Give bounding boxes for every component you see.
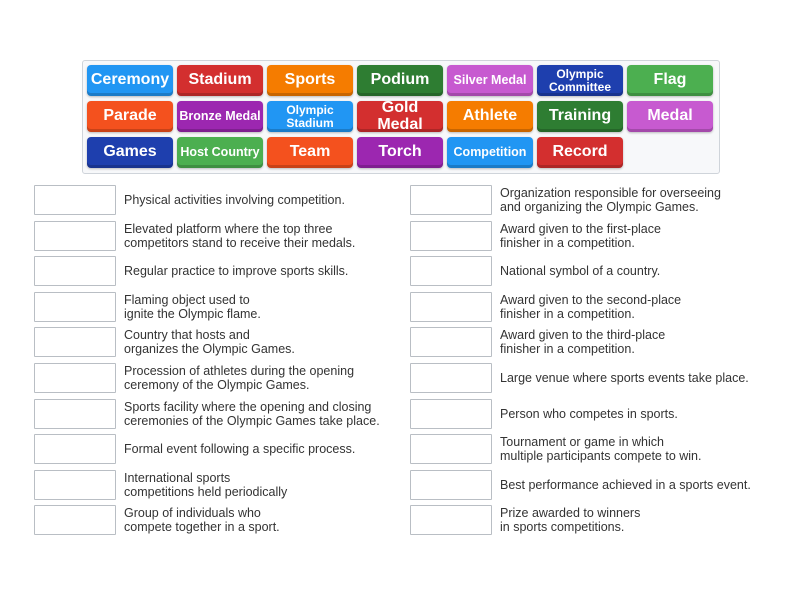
clue-text: Sports facility where the opening and closing ceremonies of the Olympic Games take place. [124, 399, 380, 428]
answer-slot[interactable] [410, 256, 492, 286]
clue-text: Physical activities involving competition. [124, 193, 345, 207]
clue-text: Country that hosts and organizes the Olympic Games. [124, 328, 295, 357]
word-tile[interactable]: Olympic Stadium [267, 101, 353, 132]
answer-slot[interactable] [34, 505, 116, 535]
word-bank [82, 60, 720, 174]
clue-text: Best performance achieved in a sports event. [500, 477, 751, 492]
clue-text: Organization responsible for overseeing and organizing the Olympic Games. [500, 186, 721, 214]
clue-text: Award given to the third-place finisher in a competition. [500, 328, 666, 357]
clue-text: Award given to the second-place finisher in a competition. [500, 292, 682, 321]
answer-slot[interactable] [34, 399, 116, 429]
word-tile[interactable]: Competition [447, 137, 533, 168]
word-tile[interactable]: Torch [357, 137, 443, 168]
clue-text: Regular practice to improve sports skills. [124, 264, 349, 279]
word-tile[interactable]: Stadium [177, 65, 263, 96]
word-tile[interactable]: Ceremony [87, 65, 173, 96]
answer-slot[interactable] [34, 327, 116, 357]
answer-slot[interactable] [410, 505, 492, 535]
clue-text: Group of individuals who compete together in a sport. [124, 506, 280, 535]
word-tile[interactable]: Medal [627, 101, 713, 132]
answer-slot[interactable] [34, 185, 116, 215]
clue-text: National symbol of a country. [500, 264, 661, 279]
clue-text: International sports competitions held periodically [124, 470, 288, 499]
answer-slot[interactable] [410, 470, 492, 500]
answer-slot[interactable] [410, 221, 492, 251]
word-tile[interactable]: Parade [87, 101, 173, 132]
clue-text: Tournament or game in which multiple participants compete to win. [500, 435, 702, 464]
clue-text: Prize awarded to winners in sports competitions. [500, 506, 641, 535]
word-tile[interactable]: Athlete [447, 101, 533, 132]
answer-slot[interactable] [410, 185, 492, 215]
answer-slot[interactable] [34, 363, 116, 393]
answer-slot[interactable] [410, 434, 492, 464]
clue-text: Person who competes in sports. [500, 406, 678, 421]
answer-slot[interactable] [34, 434, 116, 464]
word-tile[interactable]: Olympic Committee [537, 65, 623, 96]
word-tile[interactable]: Flag [627, 65, 713, 96]
word-tile[interactable]: Training [537, 101, 623, 132]
clue-text: Award given to the first-place finisher in a competition. [500, 221, 661, 250]
word-tile[interactable]: Silver Medal [447, 65, 533, 96]
word-tile[interactable]: Podium [357, 65, 443, 96]
clue-text: Flaming object used to ignite the Olympic flame. [124, 292, 261, 321]
word-tile[interactable]: Bronze Medal [177, 101, 263, 132]
word-tile[interactable]: Host Country [177, 137, 263, 168]
answer-slot[interactable] [34, 221, 116, 251]
answer-slot[interactable] [34, 256, 116, 286]
word-tile[interactable]: Games [87, 137, 173, 168]
clue-text: Procession of athletes during the opening ceremony of the Olympic Games. [124, 364, 355, 392]
answer-slot[interactable] [410, 399, 492, 429]
word-tile[interactable]: Sports [267, 65, 353, 96]
word-tile[interactable]: Record [537, 137, 623, 168]
answer-slot[interactable] [410, 327, 492, 357]
answer-slot[interactable] [34, 470, 116, 500]
clue-text: Large venue where sports events take place. [500, 371, 749, 385]
answer-slot[interactable] [410, 363, 492, 393]
word-tile[interactable]: Team [267, 137, 353, 168]
answer-slot[interactable] [34, 292, 116, 322]
clue-text: Formal event following a specific process. [124, 442, 356, 457]
clue-text: Elevated platform where the top three competitors stand to receive their medals. [124, 221, 356, 250]
answer-slot[interactable] [410, 292, 492, 322]
word-tile[interactable]: Gold Medal [357, 101, 443, 132]
